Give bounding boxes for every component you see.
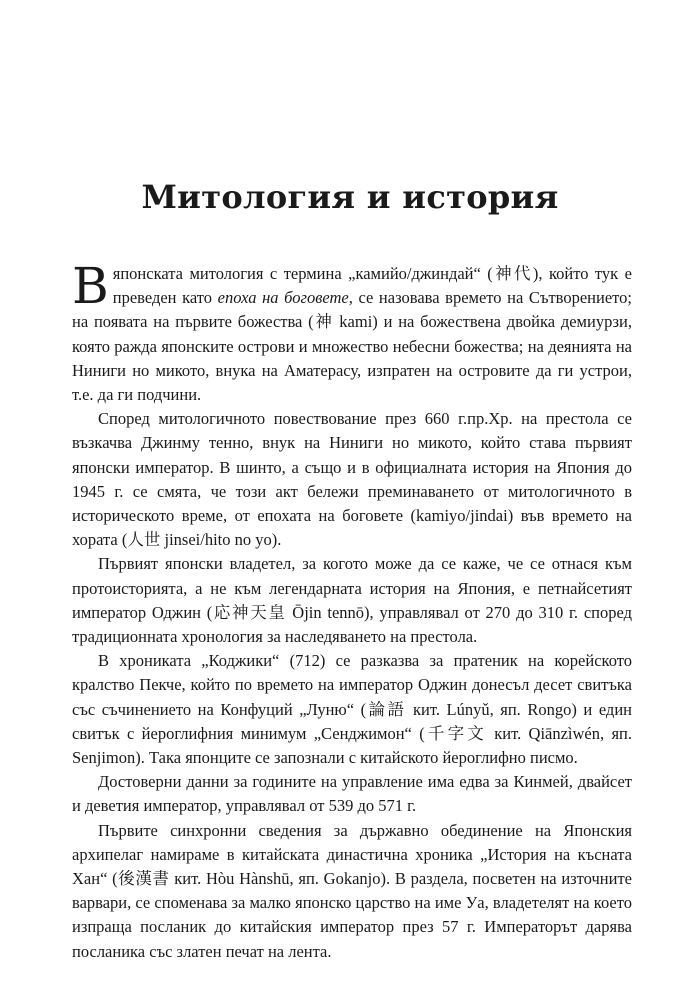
paragraph [72,552,632,649]
paragraph-text: Първият японски владетел, за когото може да се каже, че се отнася към протоисторията, а не към легендарната история на Япония, е петнайсетият император Оджин (応神天皇 Ōjin tennō), управлявал от 270 до 310 г. според традиционната хронология за наследяването на престола. [72,554,632,647]
drop-cap: В [72,257,109,315]
paragraph-text: Достоверни данни за годините на управление има едва за Кинмей, двайсет и деветия император, управлявал от 539 до 571 г. [72,772,632,816]
paragraph [72,819,632,964]
paragraph [72,649,632,770]
paragraph-text: В хрониката „Коджики“ (712) се разказва за пратеник на корейското кралство Пекче, който по времето на император Оджин донесъл десет свитъка със съчинението на Конфуций „Луню“ (論語 кит. Lúnyǔ, яп. Rongo) и един свитък с йероглифния минимум „Сенджимон“ (千字文 кит. Qiānzìwén, яп. Senjimon). Така японците се запознали с китайското йероглифно писмо. [72,651,632,768]
paragraph [72,770,632,818]
paragraph-text: японската митология с термина „камийо/джиндай“ (神代), който тук е преведен като [112,264,632,308]
paragraph-text: Според митологичното повествование през 660 г.пр.Хр. на престола се възкачва Джинму тенно, внук на Ниниги но микото, който става първият японски император. В шинто, а също и в официалната история на Япония до 1945 г. се смята, че този акт бележи преминаването от митологичното в историческото време, от епохата на боговете (kamiyo/jindai) във времето на хората (人世 jinsei/hito no yo). [72,409,632,550]
paragraph-text: , се назовава времето на Сътворението; на появата на първите божества (神 kami) и на божествена двойка демиурзи, която ражда японските острови и множество небесни божества; на деянията на Ниниги но микото, внука на Аматерасу, изпратен на островите да ги устрои, т.е. да ги подчини. [72,288,632,405]
paragraph-text: Първите синхронни сведения за държавно обединение на Японския архипелаг намираме в китайската династична хроника „История на късната Хан“ (後漢書 кит. Hòu Hànshū, яп. Gokanjo). В раздела, посветен на източните варвари, се споменава за малко японско царство на име Уа, владетелят на което изпраща посланик до китайския император през 57 г. Императорът дарява посланика със златен печат на лента. [72,820,632,961]
paragraph [72,407,632,552]
chapter-body [72,257,632,964]
paragraph [72,257,632,407]
italic-term: епоха на боговете [217,288,349,308]
chapter-title: Митология и история [141,178,559,216]
